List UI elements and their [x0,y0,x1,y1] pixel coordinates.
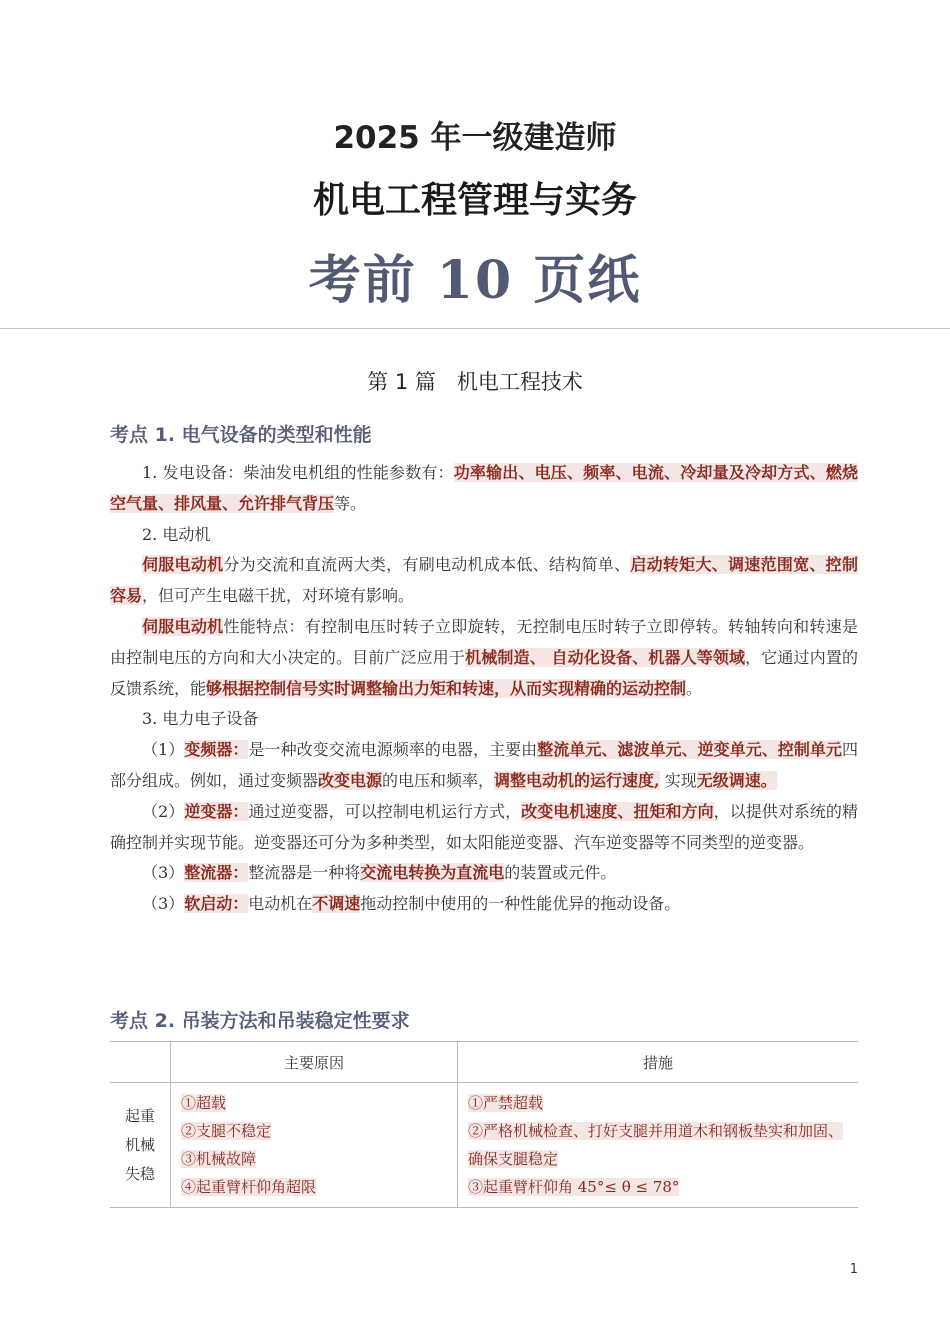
highlight: 不调速 [312,894,361,914]
highlight: 整流器： [184,863,249,883]
highlight: 变频器： [184,740,249,760]
section2-heading: 考点 2. 吊装方法和吊装稳定性要求 [110,1010,410,1032]
text: 。 [686,678,703,698]
measure-item: ①严禁超载 [468,1094,544,1112]
highlight: 功率输出、电压、频率、电流、冷却量及冷却方式、燃烧空气量、排风量、允许排气背压 [110,463,858,513]
title-line-2: 机电工程管理与实务 [312,180,637,221]
table-header-cell [110,1042,171,1083]
paragraph [110,550,858,612]
text: 1. 发电设备：柴油发电机组的性能参数有： [142,463,454,482]
highlight: 启动转矩大、调速范围宽、控制容易 [110,555,858,606]
title-line-3: 考前 10 页纸 [308,250,642,311]
paragraph: 3. 电力电子设备 [142,709,259,729]
text: 的装置或元件。 [504,863,617,883]
text: （2） [142,801,185,821]
text: 实现 [659,770,697,790]
reason-item: ③机械故障 [181,1150,257,1168]
text: ，它通过内置的反馈系统，能 [110,647,858,698]
highlight: 机械制造、 自动化设备、机器人等领域 [465,647,746,667]
text: 拖动控制中使用的一种性能优异的拖动设备。 [360,894,681,914]
paragraph [110,735,858,797]
reasons-cell [171,1083,458,1208]
highlight: 够根据控制信号实时调整输出力矩和转速，从而实现精确的运动控制 [206,678,687,698]
paragraph [110,797,858,859]
paragraph: 2. 电动机 [142,524,211,544]
table-header-cell: 主要原因 [171,1042,458,1083]
table-header-row [110,1042,858,1083]
highlight: 改变电机速度、扭矩和方向 [521,801,714,821]
text: （1） [142,740,185,760]
measure-item: ③起重臂杆仰角 45°≤ θ ≤ 78° [468,1178,680,1196]
highlight: 交流电转换为直流电 [360,863,505,883]
lifting-stability-table [110,1041,858,1208]
table-row [110,1083,858,1208]
text: 分为交流和直流两大类，有刷电动机成本低、结构简单、 [223,555,631,575]
category-text: 机械 [124,1135,155,1154]
title-line-1: 2025 年一级建造师 [333,120,617,156]
text: （3） [142,894,185,914]
highlight: 软启动： [184,894,249,914]
paragraph [110,889,858,920]
category-text: 起重 [124,1106,155,1125]
reason-item: ①超载 [181,1094,227,1112]
text: 等。 [334,493,367,513]
paragraph [110,858,858,889]
text: 通过逆变器，可以控制电机运行方式， [248,801,522,821]
text: （3） [142,863,185,883]
measure-item: ②严格机械检查、打好支腿并用道木和钢板垫实和加固、 [468,1122,844,1140]
category-text: 失稳 [124,1164,155,1183]
measures-cell [458,1083,859,1208]
text: 整流器是一种将 [248,863,361,883]
highlight: 伺服电动机 [142,616,224,636]
text: ，以提供对系统的精确控制并实现节能。逆变器还可分为多种类型，如太阳能逆变器、汽车逆变器等不同类型的逆变器。 [110,801,858,852]
paragraph [110,458,858,520]
part-title: 第 1 篇 机电工程技术 [367,370,583,394]
highlight: 调整电动机的运行速度, [494,770,660,790]
highlight: 改变电源 [318,770,383,790]
divider [0,328,950,329]
text: 的电压和频率， [382,770,495,790]
section1-body [110,458,858,920]
highlight: 整流单元、滤波单元、逆变单元、控制单元 [537,740,842,760]
highlight: 伺服电动机 [142,555,224,575]
text: 性能特点：有控制电压时转子立即旋转，无控制电压时转子立即停转。转轴转向和转速是由控制电压的方向和大小决定的。目前广泛应用于 [110,616,858,667]
measure-item: 确保支腿稳定 [468,1150,559,1168]
highlight: 逆变器： [184,801,249,821]
highlight: 无级调速。 [696,770,777,790]
page-number: 1 [849,1262,858,1277]
text: 四部分组成。例如，通过变频器 [110,740,858,790]
paragraph [110,612,858,704]
reason-item: ④起重臂杆仰角超限 [181,1178,317,1196]
reason-item: ②支腿不稳定 [181,1122,272,1140]
table-header-cell: 措施 [458,1042,859,1083]
text: ，但可产生电磁干扰，对环境有影响。 [142,586,415,606]
category-cell [110,1083,171,1208]
section1-heading: 考点 1. 电气设备的类型和性能 [110,424,372,446]
text: 电动机在 [248,894,313,914]
text: 是一种改变交流电源频率的电器，主要由 [248,740,538,760]
